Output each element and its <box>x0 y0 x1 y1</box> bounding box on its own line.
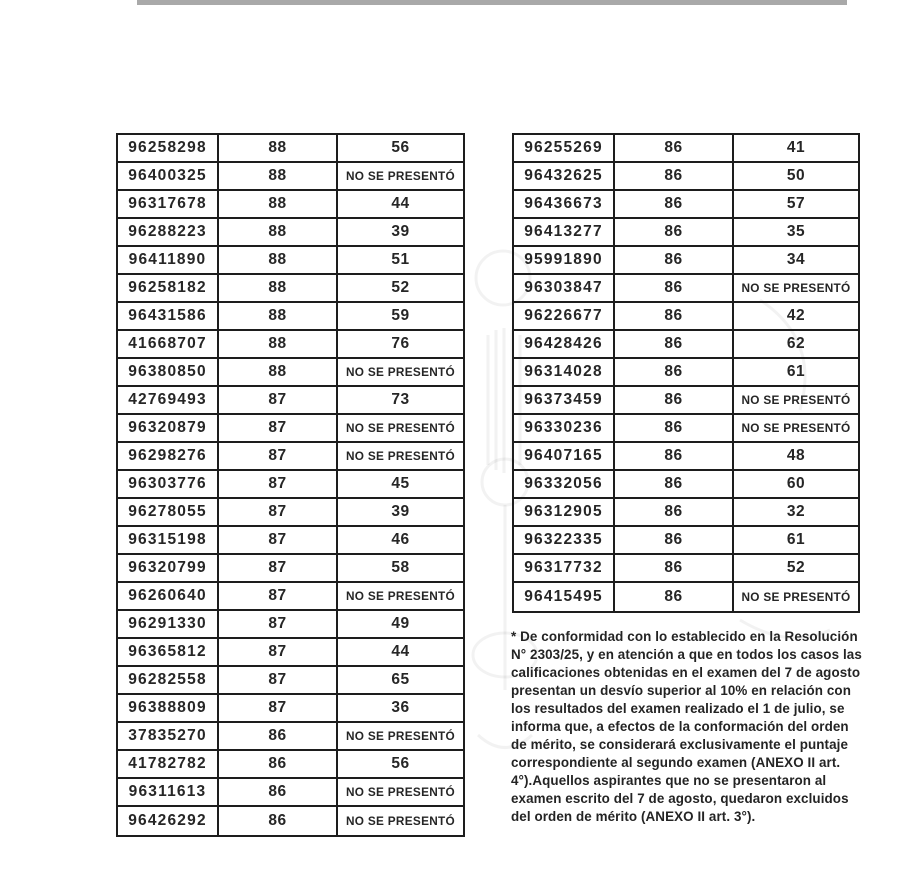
candidate-id-cell: 96330236 <box>514 415 615 441</box>
second-score-cell: NO SE PRESENTÓ <box>345 785 456 799</box>
first-score-cell: 87 <box>219 583 338 609</box>
candidate-id-cell: 96315198 <box>118 527 219 553</box>
table-row <box>118 387 463 415</box>
candidate-id-cell: 42769493 <box>118 387 219 413</box>
candidate-id-cell: 96431586 <box>118 303 219 329</box>
first-score-cell: 86 <box>219 723 338 749</box>
second-score-cell: NO SE PRESENTÓ <box>741 393 851 407</box>
table-row <box>514 583 858 611</box>
first-score-cell: 86 <box>615 219 734 245</box>
candidate-id-cell: 96432625 <box>514 163 615 189</box>
second-score-cell: NO SE PRESENTÓ <box>741 421 851 435</box>
first-score-cell: 86 <box>615 471 734 497</box>
candidate-id-cell: 96320799 <box>118 555 219 581</box>
table-row <box>118 359 463 387</box>
first-score-cell: 86 <box>615 331 734 357</box>
second-score-cell: 61 <box>786 363 806 380</box>
first-score-cell: 88 <box>219 135 338 161</box>
first-score-cell: 87 <box>219 471 338 497</box>
second-score-cell: 62 <box>786 335 806 352</box>
second-score-cell: 46 <box>391 531 410 548</box>
table-row <box>514 331 858 359</box>
table-row <box>118 331 463 359</box>
candidate-id-cell: 95991890 <box>514 247 615 273</box>
candidate-id-cell: 96226677 <box>514 303 615 329</box>
first-score-cell: 86 <box>615 415 734 441</box>
table-row <box>514 443 858 471</box>
first-score-cell: 86 <box>219 779 338 805</box>
candidate-id-cell: 96400325 <box>118 163 219 189</box>
table-row <box>514 135 858 163</box>
candidate-id-cell: 96314028 <box>514 359 615 385</box>
second-score-cell: NO SE PRESENTÓ <box>345 169 456 183</box>
candidate-id-cell: 96260640 <box>118 583 219 609</box>
candidate-id-cell: 96303776 <box>118 471 219 497</box>
table-row <box>118 779 463 807</box>
second-score-cell: NO SE PRESENTÓ <box>345 365 456 379</box>
table-row <box>118 639 463 667</box>
first-score-cell: 86 <box>615 387 734 413</box>
table-row <box>118 807 463 835</box>
second-score-cell: 61 <box>786 531 806 548</box>
candidate-id-cell: 96426292 <box>118 807 219 835</box>
first-score-cell: 88 <box>219 191 338 217</box>
table-row <box>118 555 463 583</box>
table-row <box>118 303 463 331</box>
candidate-id-cell: 96436673 <box>514 191 615 217</box>
candidate-id-cell: 96298276 <box>118 443 219 469</box>
table-row <box>118 527 463 555</box>
table-row <box>118 751 463 779</box>
candidate-id-cell: 96258298 <box>118 135 219 161</box>
second-score-cell: NO SE PRESENTÓ <box>741 281 851 295</box>
table-row <box>514 359 858 387</box>
first-score-cell: 87 <box>219 555 338 581</box>
candidate-id-cell: 96332056 <box>514 471 615 497</box>
first-score-cell: 87 <box>219 499 338 525</box>
first-score-cell: 86 <box>219 751 338 777</box>
first-score-cell: 88 <box>219 163 338 189</box>
footnote-text: * De conformidad con lo establecido en la Resolución N° 2303/25, y en atención a que en todos los casos las calificaciones obtenidas en el examen del 7 de agosto presentan un desvío superior al 10% en relación con los resultados del examen realizado el 1 de julio, se informa que, a efectos de la conformación del orden de mérito, se considerará exclusivamente el puntaje correspondiente al segundo examen (ANEXO II art. 4°).Aquellos aspirantes que no se presentaron al examen escrito del 7 de agosto, quedaron excluidos del orden de mérito (ANEXO II art. 3°). <box>511 629 862 824</box>
second-score-cell: 42 <box>786 307 806 324</box>
first-score-cell: 86 <box>615 303 734 329</box>
first-score-cell: 86 <box>615 359 734 385</box>
table-row <box>118 415 463 443</box>
table-row <box>514 471 858 499</box>
second-score-cell: NO SE PRESENTÓ <box>345 814 456 828</box>
first-score-cell: 88 <box>219 247 338 273</box>
second-score-cell: 56 <box>391 755 410 772</box>
second-score-cell: 36 <box>391 699 410 716</box>
second-score-cell: 34 <box>786 251 806 268</box>
table-row <box>118 499 463 527</box>
first-score-cell: 88 <box>219 331 338 357</box>
candidate-id-cell: 96317678 <box>118 191 219 217</box>
second-score-cell: 65 <box>391 671 410 688</box>
table-row <box>118 219 463 247</box>
second-score-cell: 56 <box>391 139 410 156</box>
table-row <box>514 247 858 275</box>
second-score-cell: 44 <box>391 195 410 212</box>
table-row <box>118 443 463 471</box>
first-score-cell: 86 <box>615 583 734 611</box>
second-score-cell: 52 <box>391 279 410 296</box>
table-row <box>118 247 463 275</box>
second-score-cell: 76 <box>391 335 410 352</box>
second-score-cell: 39 <box>391 503 410 520</box>
second-score-cell: 52 <box>786 559 806 576</box>
top-divider-bar <box>137 0 847 5</box>
candidate-id-cell: 96428426 <box>514 331 615 357</box>
second-score-cell: NO SE PRESENTÓ <box>345 589 456 603</box>
first-score-cell: 86 <box>615 527 734 553</box>
first-score-cell: 87 <box>219 639 338 665</box>
second-score-cell: 50 <box>786 167 806 184</box>
first-score-cell: 87 <box>219 695 338 721</box>
second-score-cell: NO SE PRESENTÓ <box>741 590 851 604</box>
table-row <box>118 191 463 219</box>
candidate-id-cell: 96322335 <box>514 527 615 553</box>
first-score-cell: 86 <box>615 443 734 469</box>
second-score-cell: 49 <box>391 615 410 632</box>
table-row <box>514 191 858 219</box>
first-score-cell: 87 <box>219 387 338 413</box>
candidate-id-cell: 96288223 <box>118 219 219 245</box>
first-score-cell: 86 <box>615 191 734 217</box>
candidate-id-cell: 96303847 <box>514 275 615 301</box>
table-row <box>514 219 858 247</box>
second-score-cell: 73 <box>391 391 410 408</box>
table-row <box>514 555 858 583</box>
first-score-cell: 87 <box>219 611 338 637</box>
candidate-id-cell: 96365812 <box>118 639 219 665</box>
candidate-id-cell: 96320879 <box>118 415 219 441</box>
first-score-cell: 86 <box>615 499 734 525</box>
table-row <box>514 415 858 443</box>
table-row <box>514 499 858 527</box>
second-score-cell: 39 <box>391 223 410 240</box>
candidate-id-cell: 96255269 <box>514 135 615 161</box>
table-row <box>514 387 858 415</box>
first-score-cell: 87 <box>219 443 338 469</box>
second-score-cell: 45 <box>391 475 410 492</box>
results-table-right <box>512 133 860 613</box>
table-row <box>514 527 858 555</box>
second-score-cell: 51 <box>391 251 410 268</box>
second-score-cell: NO SE PRESENTÓ <box>345 449 456 463</box>
table-row <box>118 611 463 639</box>
table-row <box>118 135 463 163</box>
second-score-cell: NO SE PRESENTÓ <box>345 421 456 435</box>
second-score-cell: 32 <box>786 503 806 520</box>
table-row <box>118 163 463 191</box>
first-score-cell: 88 <box>219 359 338 385</box>
table-row <box>514 163 858 191</box>
second-score-cell: 44 <box>391 643 410 660</box>
candidate-id-cell: 96278055 <box>118 499 219 525</box>
first-score-cell: 86 <box>615 275 734 301</box>
candidate-id-cell: 37835270 <box>118 723 219 749</box>
first-score-cell: 86 <box>615 247 734 273</box>
candidate-id-cell: 96380850 <box>118 359 219 385</box>
table-row <box>118 471 463 499</box>
candidate-id-cell: 96411890 <box>118 247 219 273</box>
first-score-cell: 86 <box>219 807 338 835</box>
results-table-left <box>116 133 465 837</box>
candidate-id-cell: 41668707 <box>118 331 219 357</box>
second-score-cell: 48 <box>786 447 806 464</box>
first-score-cell: 87 <box>219 415 338 441</box>
first-score-cell: 88 <box>219 303 338 329</box>
second-score-cell: 59 <box>391 307 410 324</box>
candidate-id-cell: 96415495 <box>514 583 615 611</box>
first-score-cell: 86 <box>615 555 734 581</box>
candidate-id-cell: 96282558 <box>118 667 219 693</box>
table-row <box>514 303 858 331</box>
second-score-cell: NO SE PRESENTÓ <box>345 729 456 743</box>
second-score-cell: 60 <box>786 475 806 492</box>
candidate-id-cell: 96407165 <box>514 443 615 469</box>
candidate-id-cell: 41782782 <box>118 751 219 777</box>
second-score-cell: 35 <box>786 223 806 240</box>
candidate-id-cell: 96413277 <box>514 219 615 245</box>
candidate-id-cell: 96311613 <box>118 779 219 805</box>
candidate-id-cell: 96258182 <box>118 275 219 301</box>
candidate-id-cell: 96312905 <box>514 499 615 525</box>
candidate-id-cell: 96317732 <box>514 555 615 581</box>
table-row <box>118 695 463 723</box>
second-score-cell: 41 <box>786 139 806 156</box>
table-row <box>118 667 463 695</box>
first-score-cell: 88 <box>219 275 338 301</box>
second-score-cell: 58 <box>391 559 410 576</box>
first-score-cell: 88 <box>219 219 338 245</box>
table-row <box>514 275 858 303</box>
first-score-cell: 86 <box>615 163 734 189</box>
candidate-id-cell: 96291330 <box>118 611 219 637</box>
table-row <box>118 723 463 751</box>
table-row <box>118 583 463 611</box>
second-score-cell: 57 <box>786 195 806 212</box>
first-score-cell: 87 <box>219 667 338 693</box>
table-row <box>118 275 463 303</box>
first-score-cell: 87 <box>219 527 338 553</box>
first-score-cell: 86 <box>615 135 734 161</box>
candidate-id-cell: 96373459 <box>514 387 615 413</box>
candidate-id-cell: 96388809 <box>118 695 219 721</box>
